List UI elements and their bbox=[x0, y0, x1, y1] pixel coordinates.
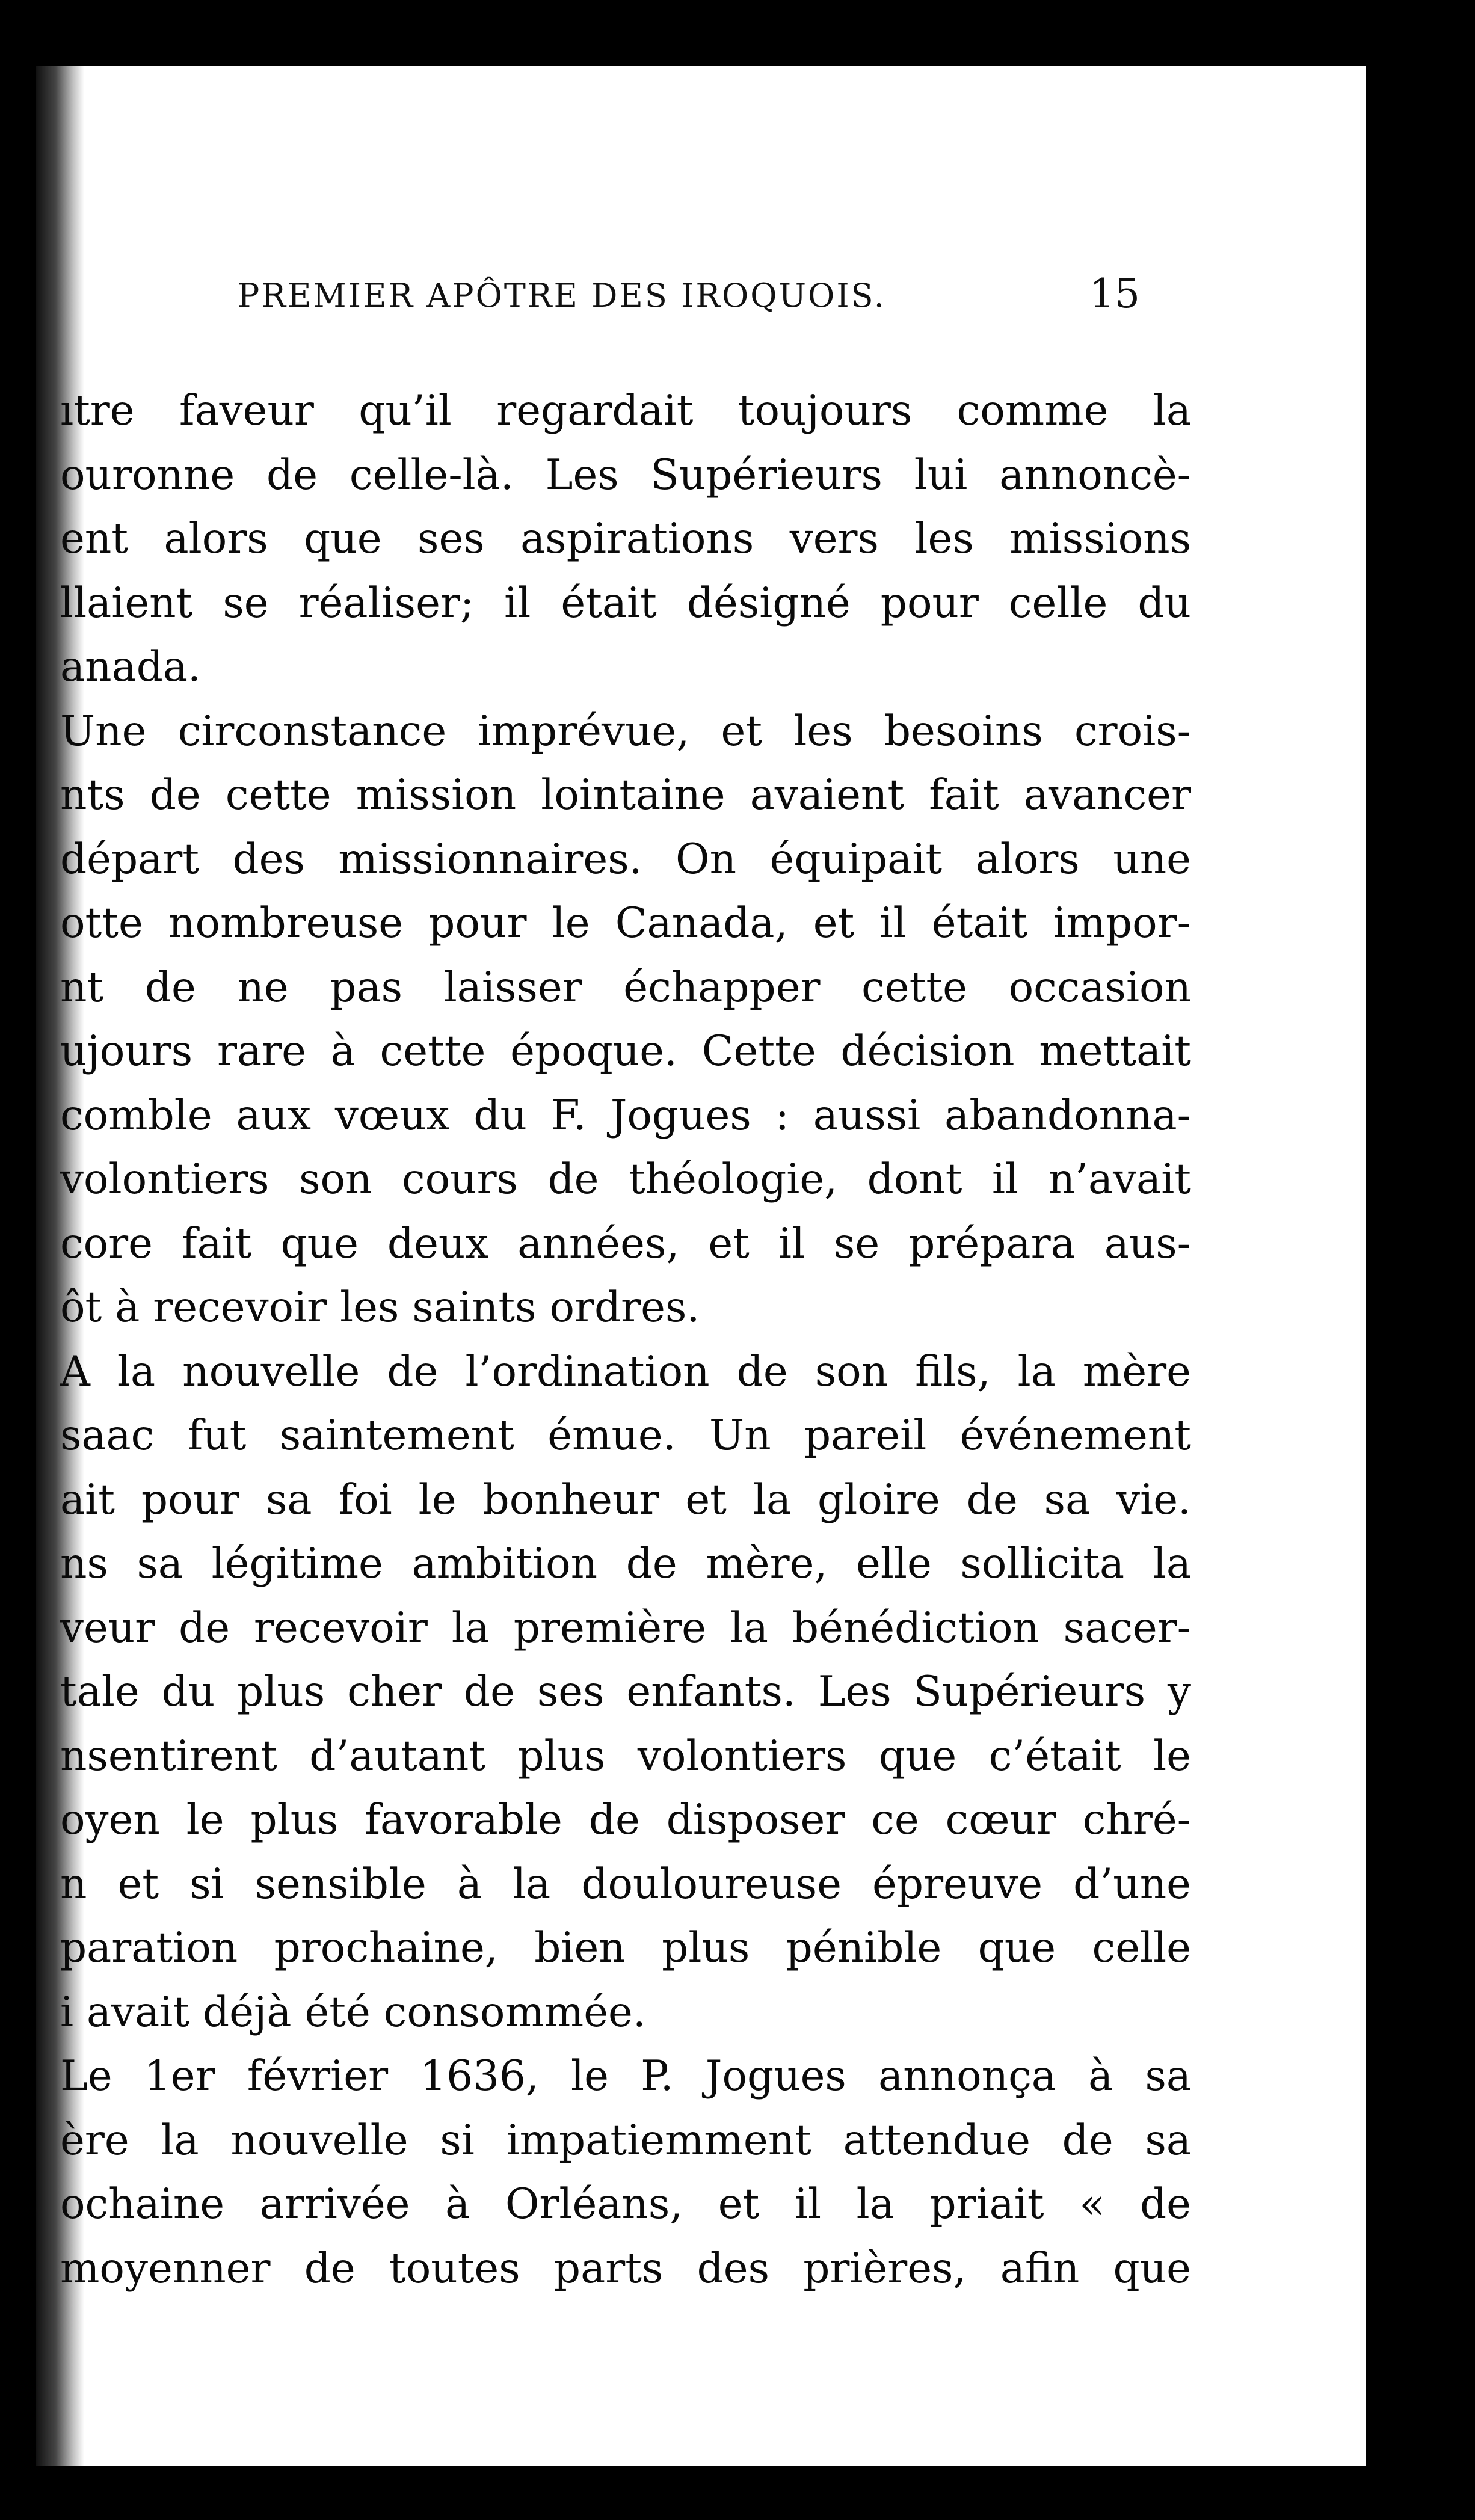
text-line: n et si sensible à la douloureuse épreuve d’une bbox=[60, 1860, 1191, 1908]
book-page bbox=[36, 66, 1366, 2466]
text-line: Une circonstance imprévue, et les besoins crois- bbox=[60, 707, 1191, 755]
text-line: A la nouvelle de l’ordination de son fils, la mère bbox=[60, 1347, 1191, 1396]
text-line: ns sa légitime ambition de mère, elle sollicita la bbox=[60, 1540, 1191, 1588]
text-line: ère la nouvelle si impatiemment attendue de sa bbox=[60, 2116, 1191, 2165]
text-line: départ des missionnaires. On équipait alors une bbox=[60, 835, 1191, 884]
text-line: volontiers son cours de théologie, dont il n’avait bbox=[60, 1155, 1191, 1203]
text-line: nts de cette mission lointaine avaient fait avancer bbox=[60, 771, 1191, 819]
text-line: otte nombreuse pour le Canada, et il était impor- bbox=[60, 899, 1191, 947]
text-line: core fait que deux années, et il se prépara aus- bbox=[60, 1219, 1191, 1268]
text-line: anada. bbox=[60, 643, 201, 691]
text-line: ôt à recevoir les saints ordres. bbox=[60, 1283, 700, 1332]
text-line: oyen le plus favorable de disposer ce cœur chré- bbox=[60, 1796, 1191, 1844]
text-line: Le 1er février 1636, le P. Jogues annonça à sa bbox=[60, 2052, 1191, 2100]
page-number: 15 bbox=[1089, 271, 1140, 317]
text-line: ujours rare à cette époque. Cette décision mettait bbox=[60, 1027, 1191, 1075]
text-line: moyenner de toutes parts des prières, afin que bbox=[60, 2244, 1191, 2293]
text-line: comble aux vœux du F. Jogues : aussi abandonna- bbox=[60, 1091, 1191, 1140]
text-line: i avait déjà été consommée. bbox=[60, 1988, 646, 2036]
text-line: nt de ne pas laisser échapper cette occasion bbox=[60, 963, 1191, 1012]
text-line: tale du plus cher de ses enfants. Les Supérieurs y bbox=[60, 1668, 1191, 1716]
text-line: veur de recevoir la première la bénédiction sacer- bbox=[60, 1603, 1191, 1652]
running-title: PREMIER APÔTRE DES IROQUOIS. bbox=[238, 277, 886, 315]
text-line: paration prochaine, bien plus pénible que celle bbox=[60, 1924, 1191, 1972]
text-line: ent alors que ses aspirations vers les missions bbox=[60, 515, 1191, 563]
body-text bbox=[60, 379, 1191, 2300]
text-line: ouronne de celle-là. Les Supérieurs lui annoncè- bbox=[60, 450, 1191, 499]
text-line: ait pour sa foi le bonheur et la gloire de sa vie. bbox=[60, 1475, 1191, 1524]
text-line: ochaine arrivée à Orléans, et il la priait « de bbox=[60, 2180, 1191, 2228]
text-line: ıtre faveur qu’il regardait toujours comme la bbox=[60, 387, 1191, 435]
text-line: llaient se réaliser; il était désigné pour celle du bbox=[60, 579, 1191, 627]
running-head bbox=[238, 265, 1140, 337]
text-line: saac fut saintement émue. Un pareil événement bbox=[60, 1412, 1191, 1460]
text-line: nsentirent d’autant plus volontiers que c’était le bbox=[60, 1732, 1191, 1780]
